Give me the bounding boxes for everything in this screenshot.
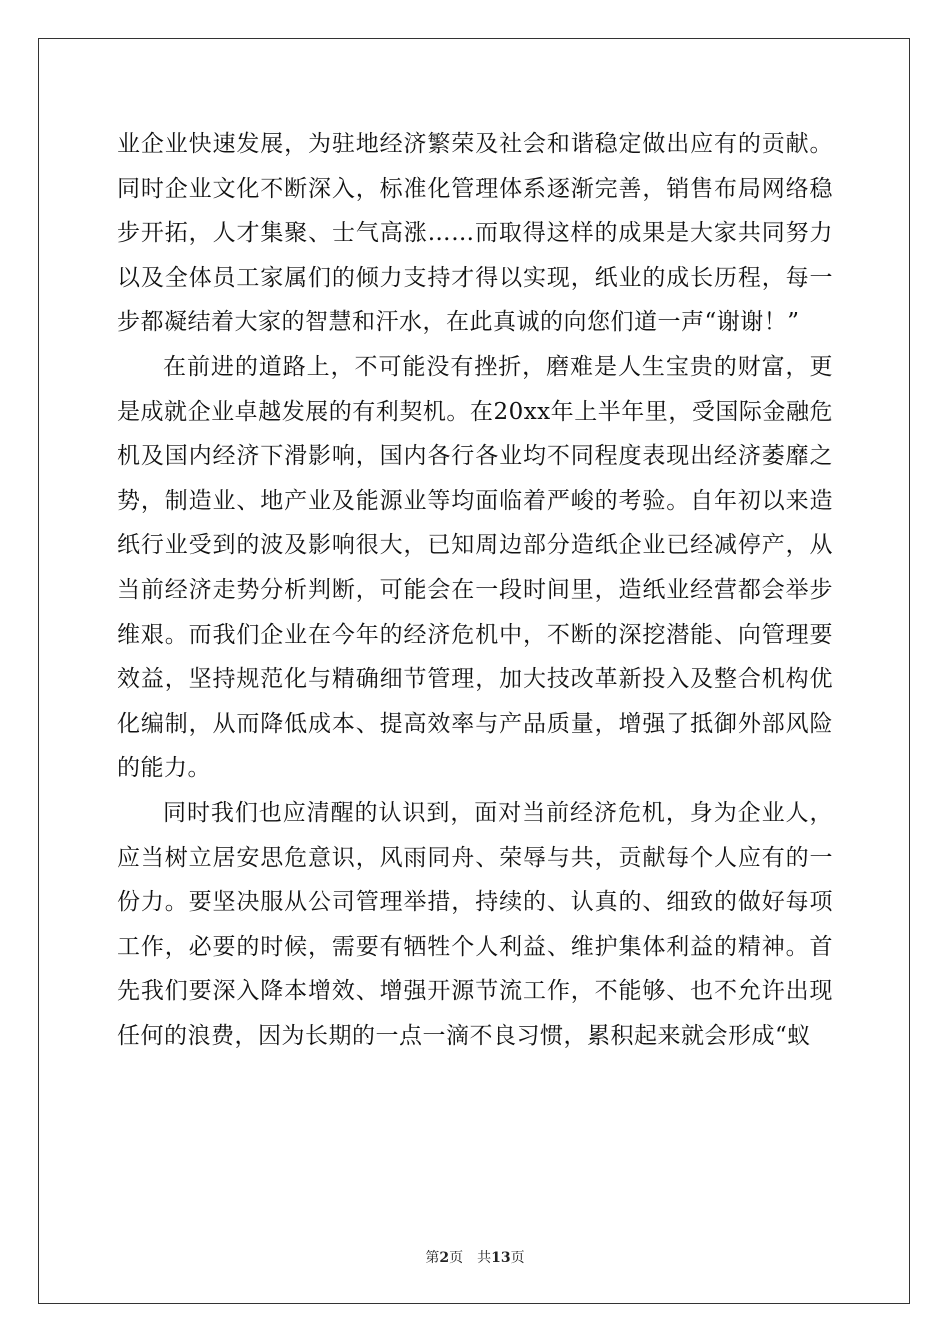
page-prefix: 第: [425, 1250, 440, 1266]
page-suffix: 页: [449, 1250, 464, 1266]
page-footer: [0, 1247, 950, 1267]
total-suffix: 页: [510, 1250, 525, 1266]
total-prefix: 共: [477, 1250, 492, 1266]
total-pages: 13: [491, 1250, 511, 1266]
document-body: [117, 122, 833, 1058]
paragraph-2: 在前进的道路上，不可能没有挫折，磨难是人生宝贵的财富，更是成就企业卓越发展的有利契机。在20xx年上半年里，受国际金融危机及国内经济下滑影响，国内各行各业均不同程度表现出经济萎靡之势，制造业、地产业及能源业等均面临着严峻的考验。自年初以来造纸行业受到的波及影响很大，已知周边部分造纸企业已经减停产，从当前经济走势分析判断，可能会在一段时间里，造纸业经营都会举步维艰。而我们企业在今年的经济危机中，不断的深挖潜能、向管理要效益，坚持规范化与精确细节管理，加大技改革新投入及整合机构优化编制，从而降低成本、提高效率与产品质量，增强了抵御外部风险的能力。: [117, 353, 833, 782]
paragraph-3: 同时我们也应清醒的认识到，面对当前经济危机，身为企业人，应当树立居安思危意识，风雨同舟、荣辱与共，贡献每个人应有的一份力。要坚决服从公司管理举措，持续的、认真的、细致的做好每项工作，必要的时候，需要有牺牲个人利益、维护集体利益的精神。首先我们要深入降本增效、增强开源节流工作，不能够、也不允许出现任何的浪费，因为长期的一点一滴不良习惯，累积起来就会形成“蚁: [117, 799, 833, 1049]
paragraph-1: 业企业快速发展，为驻地经济繁荣及社会和谐稳定做出应有的贡献。同时企业文化不断深入，标准化管理体系逐渐完善，销售布局网络稳步开拓，人才集聚、士气高涨……而取得这样的成果是大家共同努力以及全体员工家属们的倾力支持才得以实现，纸业的成长历程，每一步都凝结着大家的智慧和汗水，在此真诚的向您们道一声“谢谢！”: [117, 131, 833, 336]
page-number: 2: [439, 1250, 450, 1266]
